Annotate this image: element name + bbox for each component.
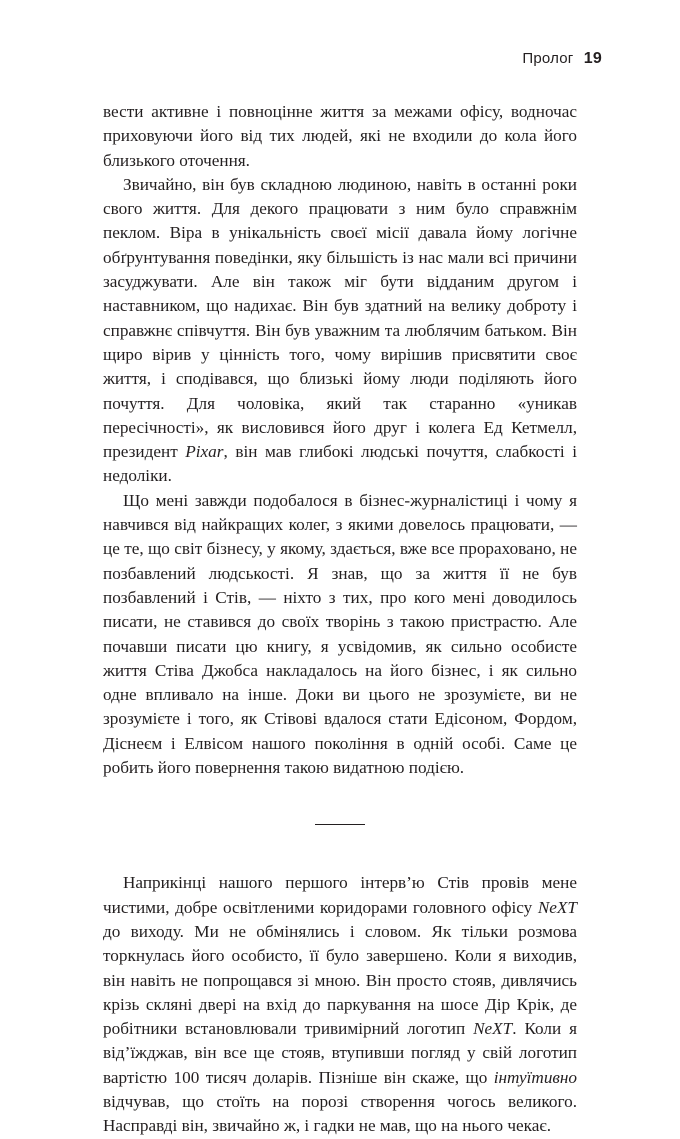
paragraph-text: відчував, що стоїть на порозі створення чогось великого. Насправді він, звичайно ж, і гадки не мав, що на нього чекає. [103, 1091, 577, 1136]
emphasis-italic: інтуїтивно [493, 1067, 577, 1087]
paragraph-text: , він мав глибокі людські почуття, слабкості і недоліки. [103, 442, 577, 486]
paragraph-text: до виходу. Ми не обмінялись і словом. Як тільки розмова торкнулась його особисто, її було завершено. Коли я виходив, він навіть не попрощався зі мною. Він просто стояв, дивлячись крізь скляні двері на вхід до паркування на шосе Дір Крік, де робітники встановлювали тривимірний логотип [103, 921, 577, 1039]
paragraph-text: вести активне і повноцінне життя за межами офісу, водночас приховуючи його від тих людей, які не входили до кола його близького оточення. [103, 102, 577, 170]
section-title: Пролог [522, 50, 574, 67]
body-text [103, 100, 577, 1139]
running-head [522, 50, 602, 68]
paragraph-text: Звичайно, він був складною людиною, навіть в останні роки свого життя. Для декого працювати з ним було справжнім пеклом. Віра в унікальність своєї місії давала йому логічне обґрунтування поведінки, яку більшість із нас мали всі причини засуджувати. Але він також міг бути відданим другом і наставником, що надихає. Він був здатний на велику доброту і справжнє співчуття. Він був уважним та люблячим батьком. Він щиро вірив у цінність того, чому вирішив присвятити своє життя, і сподівався, що близькі йому люди поділяють його почуття. Для чоловіка, який так старанно «уникав пересічності», як висловився його друг і колега Ед Кетмелл, президент [103, 174, 577, 462]
company-name-italic: NeXT [473, 1019, 513, 1039]
page-number: 19 [583, 50, 602, 67]
section-divider [315, 824, 365, 825]
paragraph [103, 489, 577, 781]
paragraph-text: Що мені завжди подобалося в бізнес-журналістиці і чому я навчився від найкращих колег, з якими довелось працювати, — це те, що світ бізнесу, у якому, здається, вже все прораховано, не позбавлений людськості. Я знав, що за життя її не був позбавлений і Стів, — ніхто з тих, про кого мені доводилось писати, не ставився до своїх творінь з такою пристрастю. Але почавши писати цю книгу, я усвідомив, як сильно особисте життя Стіва Джобса накладалось на його бізнес, і як сильно одне впливало на інше. Доки ви цього не зрозумієте, ви не зрозумієте і того, як Стівові вдалося стати Едісоном, Фордом, Діснеєм і Елвісом нашого покоління в одній особі. Саме це робить його повернення такою видатною подією. [103, 490, 577, 778]
company-name-italic: NeXT [537, 897, 577, 917]
company-name-italic: Pixar [185, 442, 224, 462]
paragraph [103, 871, 577, 1138]
paragraph-text: . Коли я від’їжджав, він все ще стояв, втупивши погляд у свій логотип вартістю 100 тисяч доларів. Пізніше він скаже, що [103, 1019, 578, 1087]
paragraph-text: Наприкінці нашого першого інтерв’ю Стів провів мене чистими, добре освітленими коридорами головного офісу [103, 873, 577, 917]
paragraph-continuation [103, 100, 577, 173]
paragraph [103, 173, 577, 489]
